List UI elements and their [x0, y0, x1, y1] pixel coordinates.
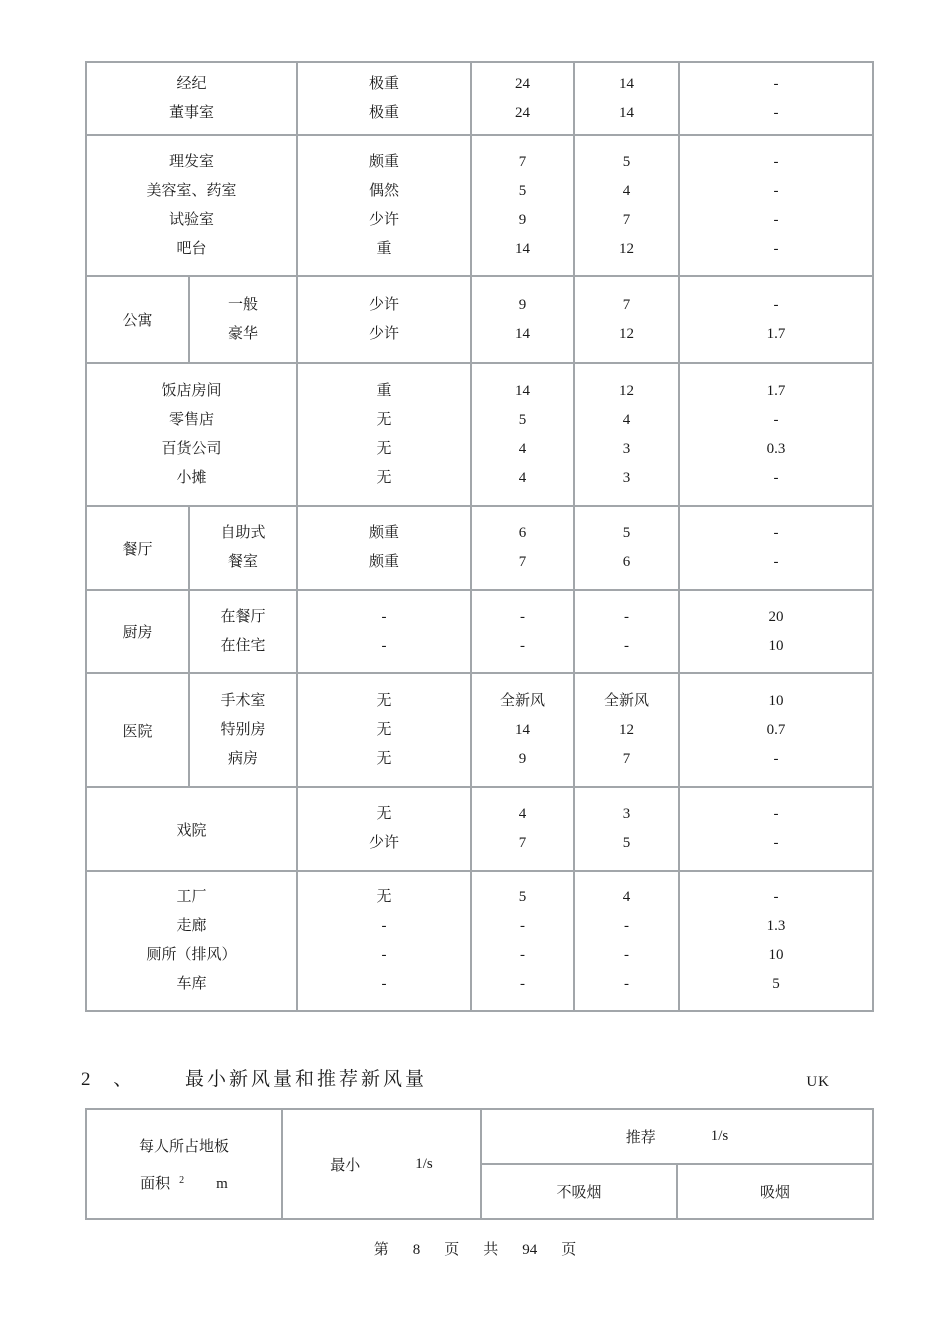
smoking-level: 少许: [369, 296, 400, 313]
extra-value: 1.7: [766, 382, 786, 399]
smoking-level: 无: [376, 750, 392, 767]
smoking-level-cell: [297, 506, 471, 590]
min-value: 24: [515, 104, 531, 121]
min-value-cell: [471, 787, 574, 871]
min-value: 5: [518, 182, 527, 199]
footer-word-di: 第: [373, 1242, 389, 1258]
room-names-cell: [86, 62, 297, 135]
occupancy-word: 面积: [140, 1176, 171, 1192]
extra-value: -: [773, 296, 779, 313]
footer-word-ye: 页: [561, 1242, 577, 1258]
room-name: 车库: [176, 976, 207, 992]
min-value: 14: [515, 721, 531, 738]
rec-value-cell: [574, 363, 679, 506]
table-row: [86, 1109, 873, 1164]
footer-page-number: 8: [412, 1242, 421, 1258]
rec-value: 7: [622, 750, 631, 767]
room-name: 吧台: [176, 240, 207, 257]
min-value-cell: [471, 590, 574, 673]
rec-value: 4: [622, 889, 631, 905]
smoking-level: 颇重: [369, 153, 400, 170]
rec-value: 5: [622, 525, 631, 541]
rec-value: 14: [619, 104, 635, 121]
rec-value: -: [624, 608, 630, 625]
occupancy-line1: 每人所占地板: [138, 1139, 229, 1155]
room-name: 在餐厅: [220, 608, 266, 625]
room-subnames-cell: [189, 590, 297, 673]
rec-value: -: [624, 976, 630, 992]
extra-value: -: [773, 554, 779, 570]
occupancy-line2: [87, 1164, 281, 1198]
smoking-level-cell: [297, 363, 471, 506]
room-name: 试验室: [169, 211, 215, 228]
min-value: -: [520, 918, 526, 934]
rec-value-cell: [574, 590, 679, 673]
min-value: 14: [515, 325, 531, 342]
min-value-cell: [471, 673, 574, 787]
smoking-level: 偶然: [369, 182, 400, 199]
min-value: -: [520, 608, 526, 625]
min-value: 4: [518, 440, 527, 457]
extra-value-cell: [679, 673, 873, 787]
smoking-level: 极重: [369, 104, 400, 121]
room-name: 在住宅: [220, 637, 266, 654]
section-heading: [81, 1066, 872, 1094]
smoking-level: 极重: [369, 75, 400, 92]
smoking-level-cell: [297, 871, 471, 1011]
occupancy-superscript: 2: [179, 1175, 185, 1186]
min-value: 24: [515, 75, 531, 92]
room-names-cell: [86, 135, 297, 276]
extra-value: -: [773, 153, 779, 170]
room-name: 手术室: [220, 692, 266, 709]
rec-value: 5: [622, 835, 631, 851]
smoking-header-cell: [677, 1164, 873, 1219]
occupancy-header-cell: [86, 1109, 282, 1219]
extra-value: -: [773, 411, 779, 428]
min-value-cell: [471, 276, 574, 363]
table-row: [86, 506, 873, 590]
room-group-cell: [86, 506, 189, 590]
recommended-unit: 1/s: [710, 1128, 729, 1144]
room-subnames-cell: [189, 276, 297, 363]
room-group-cell: [86, 787, 297, 871]
table-row: [86, 276, 873, 363]
room-group-label: 戏院: [176, 822, 207, 839]
min-value: 全新风: [500, 692, 546, 709]
extra-value: 20: [768, 608, 784, 625]
extra-value: 5: [772, 976, 780, 992]
min-value: 7: [518, 835, 527, 851]
nonsmoking-label: 不吸烟: [556, 1185, 602, 1201]
section-title: 最小新风量和推荐新风量: [185, 1069, 428, 1090]
smoking-level: 重: [376, 382, 392, 399]
extra-value-cell: [679, 506, 873, 590]
region-label: UK: [806, 1074, 830, 1090]
rec-value: 12: [619, 325, 635, 342]
extra-value: -: [773, 889, 779, 905]
extra-value: -: [773, 104, 779, 121]
room-group-label: 医院: [122, 723, 153, 740]
room-name: 董事室: [169, 104, 215, 121]
room-name: 理发室: [169, 153, 215, 170]
rec-value: 12: [619, 721, 635, 738]
extra-value-cell: [679, 135, 873, 276]
smoking-level: 无: [376, 440, 392, 457]
smoking-level-cell: [297, 787, 471, 871]
extra-value: 10: [768, 637, 784, 654]
table-row: [86, 590, 873, 673]
rec-value-cell: [574, 135, 679, 276]
extra-value-cell: [679, 787, 873, 871]
smoking-level: -: [381, 947, 387, 963]
rec-value-cell: [574, 787, 679, 871]
rec-value: 3: [622, 469, 631, 486]
min-value: 14: [515, 382, 531, 399]
smoking-level: 无: [376, 411, 392, 428]
extra-value: 10: [768, 692, 784, 709]
smoking-level: 重: [376, 240, 392, 257]
extra-value-cell: [679, 276, 873, 363]
footer-word-gong: 共: [483, 1242, 499, 1258]
min-value: 5: [518, 411, 527, 428]
recommended-header-cell: [481, 1109, 873, 1164]
table-row: [86, 135, 873, 276]
room-name: 餐室: [228, 554, 259, 570]
rec-value-cell: [574, 276, 679, 363]
min-value: 5: [518, 889, 527, 905]
table-row: [86, 787, 873, 871]
room-name: 经纪: [176, 75, 207, 92]
min-value: 7: [518, 153, 527, 170]
rec-value: 14: [619, 75, 635, 92]
table-row: [86, 363, 873, 506]
extra-value: 1.3: [766, 918, 786, 934]
min-value: 14: [515, 240, 531, 257]
min-value: -: [520, 637, 526, 654]
min-value-cell: [471, 506, 574, 590]
extra-value: -: [773, 750, 779, 767]
rec-value: 4: [622, 182, 631, 199]
room-name: 百货公司: [161, 440, 222, 457]
rec-value: -: [624, 918, 630, 934]
smoking-level: -: [381, 608, 387, 625]
min-value-cell: [471, 135, 574, 276]
room-group-cell: [86, 673, 189, 787]
extra-value: 0.3: [766, 440, 786, 457]
room-subnames-cell: [189, 506, 297, 590]
rec-value: 4: [622, 411, 631, 428]
smoking-level-cell: [297, 673, 471, 787]
rec-value-cell: [574, 62, 679, 135]
rec-value: 6: [622, 554, 631, 570]
smoking-level: 颇重: [369, 525, 400, 541]
section-punctuation: 、: [113, 1069, 133, 1090]
rec-value: 12: [619, 240, 635, 257]
rec-value-cell: [574, 673, 679, 787]
smoking-level: 颇重: [369, 554, 400, 570]
smoking-level: 无: [376, 692, 392, 709]
room-name: 饭店房间: [161, 382, 222, 399]
extra-value: -: [773, 469, 779, 486]
table-row: [86, 871, 873, 1011]
min-value: -: [520, 976, 526, 992]
min-value: 9: [518, 211, 527, 228]
minimum-unit: 1/s: [415, 1155, 433, 1172]
room-group-label: 餐厅: [122, 541, 153, 558]
min-value: 6: [518, 525, 527, 541]
smoking-level: -: [381, 918, 387, 934]
rec-value: -: [624, 637, 630, 654]
room-name: 工厂: [176, 889, 207, 905]
min-value-cell: [471, 871, 574, 1011]
page-footer: [0, 1241, 950, 1259]
table-row: [86, 62, 873, 135]
min-value: 9: [518, 296, 527, 313]
rec-value: 5: [622, 153, 631, 170]
room-name: 小摊: [176, 469, 207, 486]
smoking-level: -: [381, 637, 387, 654]
ventilation-requirements-table: [85, 61, 874, 1012]
extra-value: 0.7: [766, 721, 786, 738]
rec-value: 全新风: [604, 692, 650, 709]
smoking-level: 少许: [369, 835, 400, 851]
footer-total-pages: 94: [522, 1242, 538, 1258]
extra-value: 10: [768, 947, 784, 963]
rec-value: 7: [622, 296, 631, 313]
room-name: 病房: [228, 750, 259, 767]
smoking-level: 少许: [369, 211, 400, 228]
occupancy-unit: m: [216, 1176, 228, 1192]
extra-value: -: [773, 211, 779, 228]
room-group-cell: [86, 590, 189, 673]
fresh-air-per-floor-area-table: [85, 1108, 874, 1220]
min-value: 7: [518, 554, 527, 570]
extra-value: -: [773, 240, 779, 257]
room-name: 零售店: [169, 411, 215, 428]
extra-value: -: [773, 525, 779, 541]
room-group-label: 厨房: [122, 625, 153, 641]
rec-value: 3: [622, 806, 631, 822]
smoking-level-cell: [297, 135, 471, 276]
extra-value: -: [773, 806, 779, 822]
nonsmoking-header-cell: [481, 1164, 677, 1219]
extra-value-cell: [679, 62, 873, 135]
rec-value: 7: [622, 211, 631, 228]
room-group-cell: [86, 276, 189, 363]
rec-value-cell: [574, 871, 679, 1011]
smoking-level-cell: [297, 62, 471, 135]
room-name: 自助式: [220, 525, 266, 541]
room-name: 特别房: [220, 721, 266, 738]
extra-value: -: [773, 835, 779, 851]
room-name: 美容室、药室: [146, 182, 237, 199]
minimum-header-cell: [282, 1109, 481, 1219]
extra-value-cell: [679, 363, 873, 506]
footer-word-ye: 页: [444, 1242, 460, 1258]
smoking-level: 无: [376, 469, 392, 486]
smoking-level-cell: [297, 590, 471, 673]
rec-value-cell: [574, 506, 679, 590]
min-value: 4: [518, 806, 527, 822]
rec-value: 12: [619, 382, 635, 399]
extra-value-cell: [679, 871, 873, 1011]
rec-value: -: [624, 947, 630, 963]
smoking-level: 少许: [369, 325, 400, 342]
smoking-level: -: [381, 976, 387, 992]
room-names-cell: [86, 871, 297, 1011]
recommended-label: 推荐: [625, 1130, 656, 1146]
smoking-label: 吸烟: [759, 1185, 790, 1201]
smoking-level: 无: [376, 889, 392, 905]
room-group-label: 公寓: [122, 313, 153, 329]
smoking-level: 无: [376, 806, 392, 822]
extra-value-cell: [679, 590, 873, 673]
min-value: -: [520, 947, 526, 963]
extra-value: -: [773, 75, 779, 92]
smoking-level-cell: [297, 276, 471, 363]
room-name: 一般: [228, 296, 259, 313]
min-value-cell: [471, 363, 574, 506]
min-value-cell: [471, 62, 574, 135]
section-number: 2: [81, 1069, 91, 1090]
room-name: 豪华: [228, 325, 259, 342]
room-names-cell: [86, 363, 297, 506]
room-subnames-cell: [189, 673, 297, 787]
min-value: 9: [518, 750, 527, 767]
rec-value: 3: [622, 440, 631, 457]
min-value: 4: [518, 469, 527, 486]
room-name: 走廊: [176, 918, 207, 934]
extra-value: 1.7: [766, 325, 786, 342]
smoking-level: 无: [376, 721, 392, 738]
minimum-label: 最小: [330, 1157, 361, 1174]
room-name: 厕所（排风）: [146, 947, 237, 963]
extra-value: -: [773, 182, 779, 199]
table-row: [86, 673, 873, 787]
